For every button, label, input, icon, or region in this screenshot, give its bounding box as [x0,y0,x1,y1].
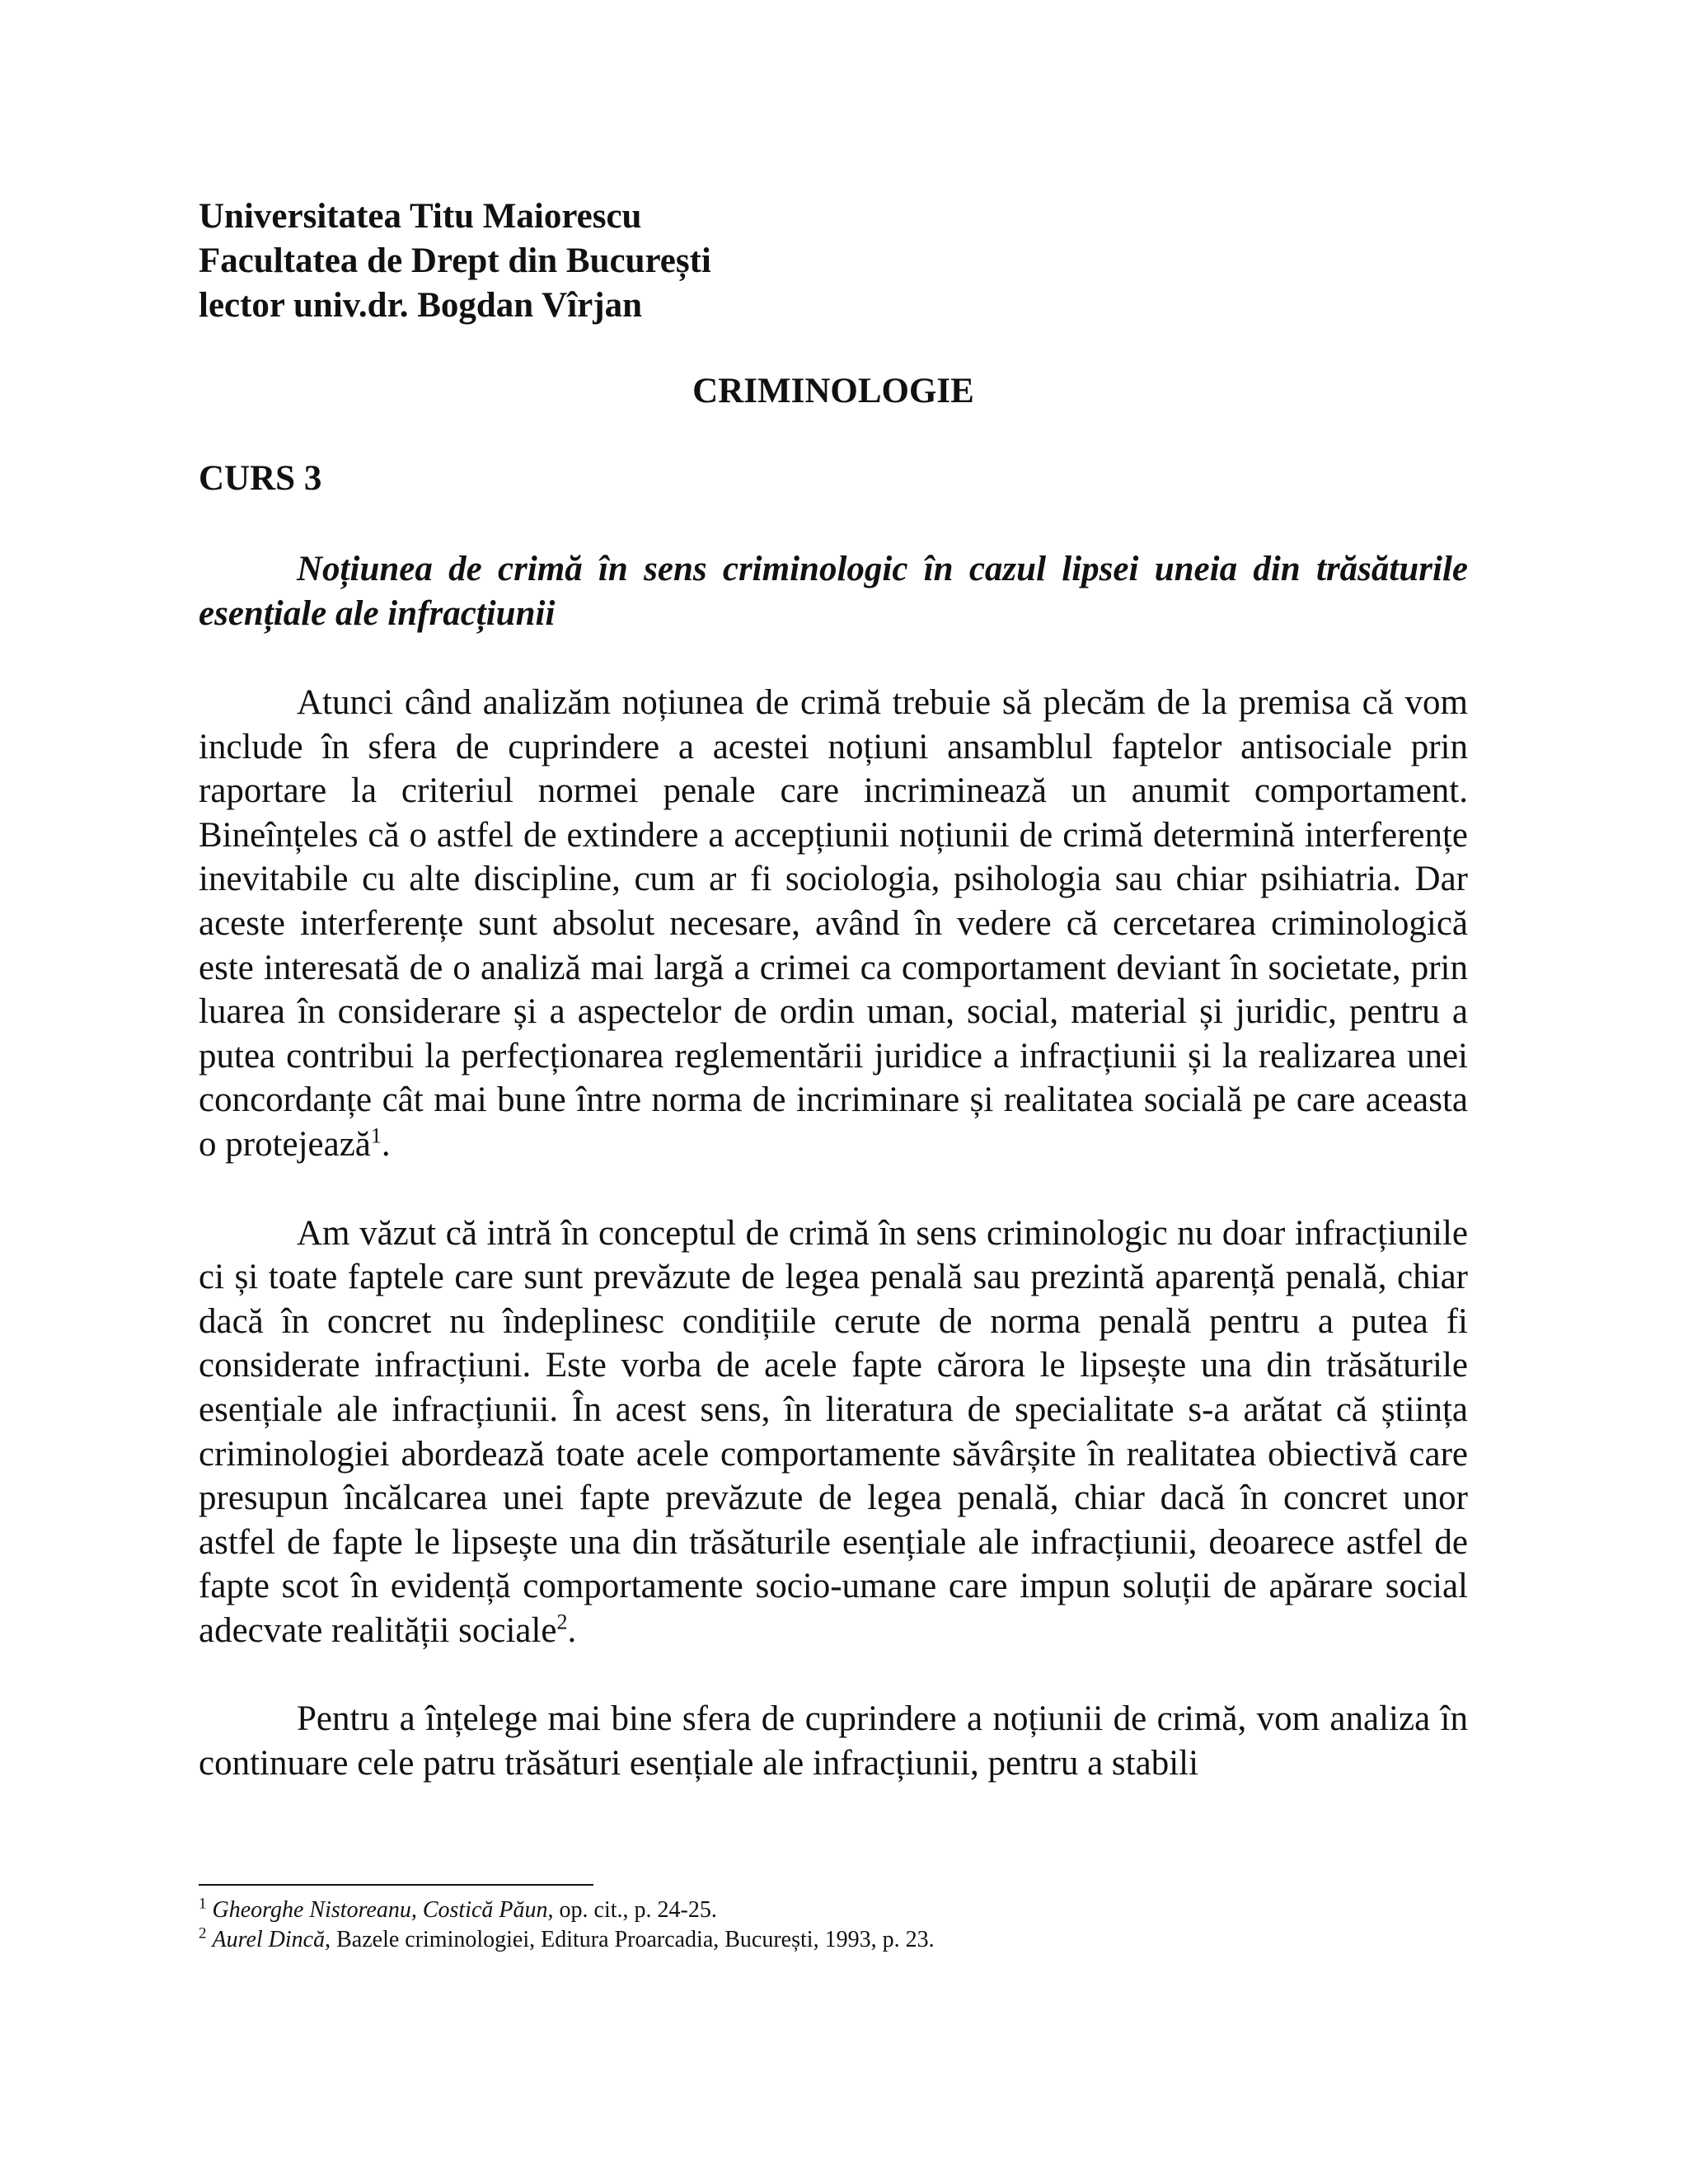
university-name: Universitatea Titu Maiorescu [199,197,642,236]
footnote-separator [199,1884,593,1886]
paragraph-1 [199,681,1468,1167]
footnote-author: Gheorghe Nistoreanu, Costică Păun [212,1897,548,1923]
footnote-author: Aurel Dincă [212,1927,326,1952]
paragraph-3 [199,1697,1468,1785]
footnote-number: 2 [199,1924,207,1943]
footnote-2 [199,1925,1468,1955]
document-title: CRIMINOLOGIE [692,372,974,410]
footnote-1 [199,1896,1468,1925]
footnote-ref-1[interactable]: 1 [370,1123,382,1148]
paragraph-end: . [381,1124,391,1164]
section-heading: Noțiunea de crimă în sens criminologic în cazul lipsei uneia din trăsăturile esențiale ale infracțiunii [199,550,1468,633]
lecturer-name: lector univ.dr. Bogdan Vîrjan [199,286,643,325]
footnote-text: , Bazele criminologiei, Editura Proarcadia, București, 1993, p. 23. [325,1927,935,1952]
main-content [199,194,1468,1786]
faculty-name: Facultatea de Drept din București [199,241,711,280]
paragraph-2 [199,1212,1468,1653]
footnote-ref-2[interactable]: 2 [556,1610,568,1634]
paragraph-end: . [567,1610,577,1650]
footnotes [199,1896,1468,1955]
paragraph-text: Pentru a înțelege mai bine sfera de cuprindere a noțiunii de crimă, vom analiza în continuare cele patru trăsături esențiale ale infracțiunii, pentru a stabili [199,1699,1468,1783]
course-label: CURS 3 [199,459,322,498]
paragraph-text: Atunci când analizăm noțiunea de crimă trebuie să plecăm de la premisa că vom include în sfera de cuprindere a acestei noțiuni ansamblul faptelor antisociale prin raportare la criteriul normei penale care incriminează un anumit comportament. Bineînțeles că o astfel de extindere a accepțiunii noțiunii de crimă determină interferențe inevitabile cu alte discipline, cum ar fi sociologia, psihologia sau chiar psihiatria. Dar aceste interferențe sunt absolut necesare, având în vedere că cercetarea criminologică este interesată de o analiză mai largă a crimei ca comportament deviant în societate, prin luarea în considerare și a aspectelor de ordin uman, social, material și juridic, pentru a putea contribui la perfecționarea reglementării juridice a infracțiunii și la realizarea unei concordanțe cât mai bune între norma de incriminare și realitatea socială pe care aceasta o protejează [199,683,1468,1164]
paragraph-text: Am văzut că intră în conceptul de crimă în sens criminologic nu doar infracțiunile ci și toate faptele care sunt prevăzute de legea penală sau prezintă aparență penală, chiar dacă în concret nu îndeplinesc condițiile cerute de norma penală pentru a putea fi considerate infracțiuni. Este vorba de acele fapte cărora le lipsește una din trăsăturile esențiale ale infracțiunii. În acest sens, în literatura de specialitate s-a arătat că știința criminologiei abordează toate acele comportamente săvârșite în realitatea obiectivă care presupun încălcarea unei fapte prevăzute de legea penală, chiar dacă în concret unor astfel de fapte le lipsește una din trăsăturile esențiale ale infracțiunii, deoarece astfel de fapte scot în evidență comportamente socio-umane care impun soluții de apărare social adecvate realității sociale [199,1213,1468,1650]
footnote-text: , op. cit., p. 24-25. [547,1897,717,1923]
footnote-number: 1 [199,1895,207,1913]
